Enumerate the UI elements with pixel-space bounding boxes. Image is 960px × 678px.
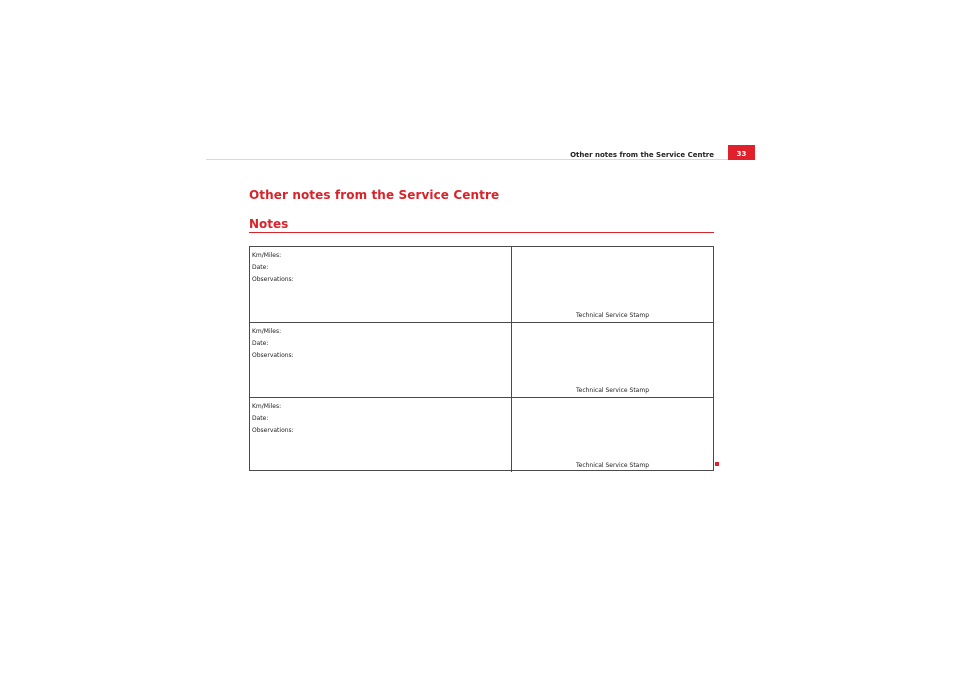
header-rule — [206, 159, 756, 160]
date-label: Date: — [252, 264, 269, 271]
km-miles-label: Km/Miles: — [252, 328, 282, 335]
note-details-cell — [250, 398, 512, 472]
page-number-box — [728, 145, 755, 160]
stamp-label: Technical Service Stamp — [575, 312, 650, 319]
note-row — [250, 322, 713, 397]
observations-label: Observations: — [252, 427, 294, 434]
observations-label: Observations: — [252, 276, 294, 283]
end-of-section-marker — [715, 462, 719, 466]
note-details-cell — [250, 323, 512, 397]
subsection-title: Notes — [249, 217, 289, 231]
date-label: Date: — [252, 415, 269, 422]
stamp-label: Technical Service Stamp — [575, 462, 650, 469]
note-details-cell — [250, 247, 512, 322]
km-miles-label: Km/Miles: — [252, 403, 282, 410]
note-row — [250, 247, 713, 322]
km-miles-label: Km/Miles: — [252, 252, 282, 259]
notes-table — [249, 246, 714, 471]
date-label: Date: — [252, 340, 269, 347]
observations-label: Observations: — [252, 352, 294, 359]
section-title: Other notes from the Service Centre — [249, 188, 500, 202]
subsection-rule — [249, 232, 714, 233]
note-row — [250, 397, 713, 472]
running-title: Other notes from the Service Centre — [570, 151, 714, 159]
page-number: 33 — [736, 150, 747, 158]
stamp-label: Technical Service Stamp — [575, 387, 650, 394]
